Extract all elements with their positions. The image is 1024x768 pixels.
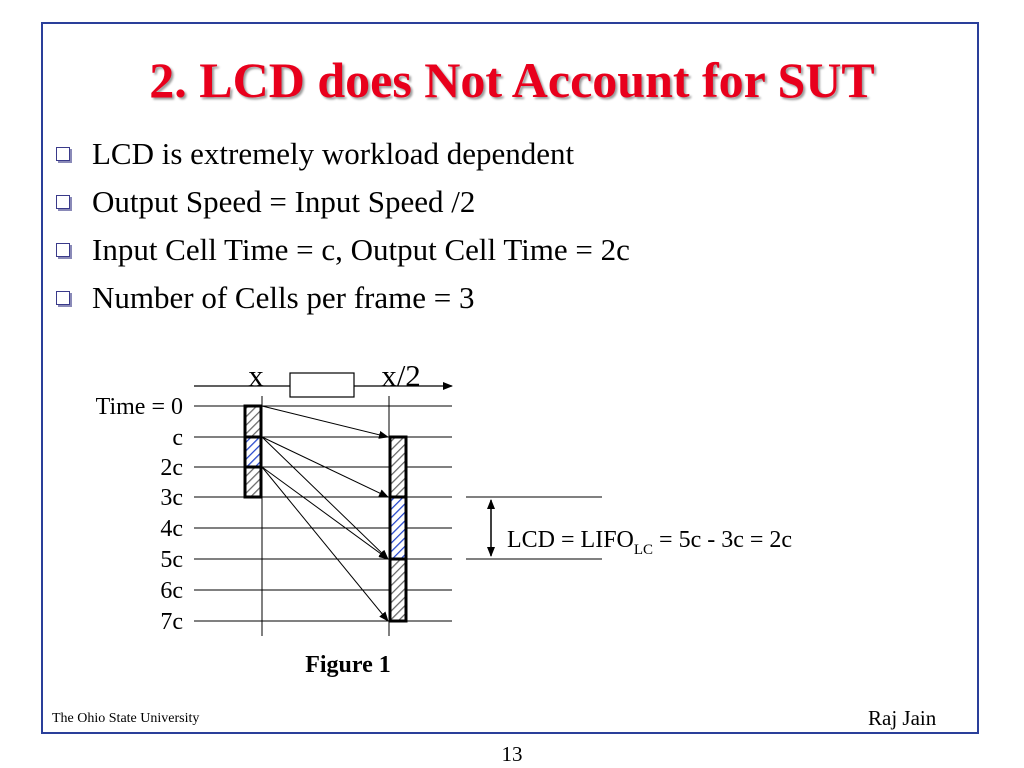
footer-author: Raj Jain (868, 706, 937, 730)
output-cell (390, 437, 406, 497)
input-speed-label: x (248, 358, 264, 393)
bullet-text: Input Cell Time = c, Output Cell Time = 2c (92, 232, 630, 267)
slide-title: 2. LCD does Not Account for SUT (149, 52, 875, 108)
bullet-text: LCD is extremely workload dependent (92, 136, 575, 171)
transfer-arrow (262, 406, 388, 437)
transfer-arrow (262, 437, 388, 559)
input-cell-highlighted (245, 437, 261, 467)
time-labels (96, 394, 183, 635)
time-label: 7c (160, 609, 183, 635)
output-cell-highlighted (390, 497, 406, 559)
input-cell (245, 467, 261, 497)
figure-caption: Figure 1 (305, 652, 391, 678)
time-label: 6c (160, 578, 183, 604)
time-label: 2c (160, 455, 183, 481)
bullet-text: Output Speed = Input Speed /2 (92, 184, 476, 219)
output-cells (390, 437, 406, 621)
time-grid (194, 396, 452, 636)
bullet-text: Number of Cells per frame = 3 (92, 280, 475, 315)
time-label: 5c (160, 547, 183, 573)
output-cell (390, 559, 406, 621)
page-number: 13 (501, 742, 523, 766)
time-label: c (172, 425, 183, 451)
output-speed-label: x/2 (381, 358, 421, 393)
input-cells (245, 406, 261, 497)
lcd-formula-prefix: LCD = LIFO (507, 527, 634, 553)
time-label: 3c (160, 485, 183, 511)
lcd-formula (507, 527, 792, 558)
footer-university: The Ohio State University (52, 711, 200, 726)
switch-box (290, 373, 354, 397)
transfer-arrow (262, 467, 388, 559)
lcd-formula-suffix: = 5c - 3c = 2c (653, 527, 793, 553)
cell-transfer-arrows (262, 406, 388, 621)
lcd-formula-subscript: LC (633, 542, 654, 558)
transfer-arrow (262, 467, 388, 621)
time-label: Time = 0 (95, 394, 183, 420)
input-cell (245, 406, 261, 437)
time-label: 4c (160, 516, 183, 542)
